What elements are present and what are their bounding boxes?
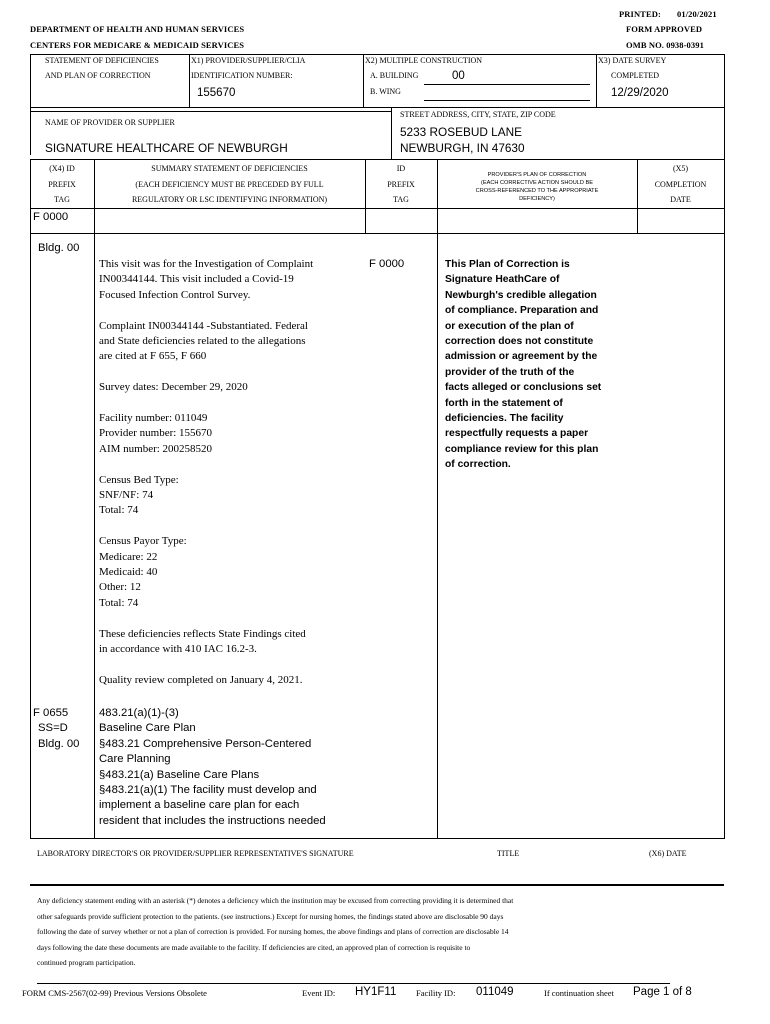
summary-para-complaint: Complaint IN00344144 -Substantiated. Federal and State deficiencies related to the allegations are cited at F 655, F 660 [99,319,308,363]
survey-date-value: 12/29/2020 [611,87,669,99]
x3-label-1: X3) DATE SURVEY [598,56,667,65]
column-header-bottom [30,208,724,209]
page-number: Page 1 of 8 [633,986,692,998]
wing-label: B. WING [370,87,401,96]
bldg-00-second: Bldg. 00 [38,738,80,750]
provider-name-label: NAME OF PROVIDER OR SUPPLIER [45,118,175,127]
summary-para-state-findings: These deficiencies reflects State Findings cited in accordance with 410 IAC 16.2-3. [99,627,306,656]
facility-id-value: 011049 [476,986,514,998]
plan-of-correction-text: This Plan of Correction is Signature HeathCare of Newburgh's credible allegation of compliance. Preparation and or execution of the plan of correction does not constitute admission or agreement by the provider of the truth of the facts alleged or conclusions set forth in the statement of deficiencies. The facility respectfully requests a paper compliance review for this plan of correction. [445,259,602,471]
bldg-00-first: Bldg. 00 [38,242,80,254]
divider-address [391,107,392,159]
form-id: FORM CMS-2567(02-99) Previous Versions Obsolete [22,988,207,998]
statement-label-2: AND PLAN OF CORRECTION [45,71,151,80]
continuation-label: If continuation sheet [544,988,614,998]
x6-date-label: (X6) DATE [649,849,687,858]
summary-para-visit: This visit was for the Investigation of Complaint IN00344144. This visit included a Covid-19 Focused Infection Control Survey. [99,258,314,301]
provider-name-value: SIGNATURE HEALTHCARE OF NEWBURGH [45,141,288,155]
summary-statement [99,257,361,688]
x1-label-2: IDENTIFICATION NUMBER: [191,71,293,80]
summary-header-1: SUMMARY STATEMENT OF DEFICIENCIES [151,164,308,173]
scope-severity: SS=D [38,722,68,734]
building-label: A. BUILDING [370,71,419,80]
content-bottom [30,838,724,839]
f0655-requirement-text: 483.21(a)(1)-(3) Baseline Care Plan §483.21 Comprehensive Person-Centered Care Planning §483.21(a) Baseline Care Plans §483.21(a)(1) The facility must develop and implement a baseline care plan for each resident that includes the instructions needed [99,707,326,827]
centers-title: CENTERS FOR MEDICARE & MEDICAID SERVICES [30,40,245,50]
id-header-3: TAG [393,195,409,204]
wing-underline [424,100,590,101]
printed-date: 01/20/2021 [677,9,717,19]
poc-header-2: (EACH CORRECTIVE ACTION SHOULD BE [481,180,593,186]
poc-header-1: PROVIDER'S PLAN OF CORRECTION [487,172,587,178]
provider-row-top [30,111,391,112]
building-value: 00 [452,70,465,82]
x5-header-3: DATE [670,195,691,204]
x4-header-2: PREFIX [48,180,76,189]
id-tag-f0000: F 0000 [369,258,405,270]
x4-header-3: TAG [54,195,70,204]
summary-para-survey-dates: Survey dates: December 29, 2020 [99,381,248,394]
omb-number: OMB NO. 0938-0391 [626,40,704,50]
summary-para-census-payor: Census Payor Type: Medicare: 22 Medicaid: 40 Other: 12 Total: 74 [99,535,187,609]
poc-header-3: CROSS-REFERENCED TO THE APPROPRIATE [475,188,599,194]
address-label: STREET ADDRESS, CITY, STATE, ZIP CODE [400,110,556,119]
facility-id-label: Facility ID: [416,988,456,998]
top-box-border [30,54,724,55]
title-label: TITLE [497,849,520,858]
x4-header-1: (X4) ID [49,164,75,173]
x3-label-2: COMPLETED [611,71,659,80]
id-header-1: ID [396,164,406,173]
signature-row-bottom [30,884,724,886]
main-right-border [724,159,725,839]
form-approved: FORM APPROVED [626,24,703,34]
provider-id-value: 155670 [197,87,236,99]
divider-col3 [437,159,438,839]
summary-para-facility: Facility number: 011049 Provider number: 155670 AIM number: 200258520 [99,412,213,455]
event-id-value: HY1F11 [355,986,397,998]
plan-of-correction [445,257,635,473]
summary-header-3: REGULATORY OR LSC IDENTIFYING INFORMATION) [131,195,328,204]
disclosure-footnote-text: Any deficiency statement ending with an asterisk (*) denotes a deficiency which the institution may be excused from correcting providing it is determined that other safeguards provide sufficient protection to the patients. (see instructions.) Except for nursing homes, the findings stated above are disclosable 90 days following the date of survey whether or not a plan of correction is provided. For nursing homes, the above findings and plans of correction are disclosable 14 days following the date these documents are made available to the facility. If deficiencies are cited, an approved plan of correction is requisite to continued program participation. [37,896,514,968]
top-row-bottom [30,107,724,108]
id-header-2: PREFIX [387,180,415,189]
provider-row-bottom [30,159,724,160]
first-row-divider [30,233,724,234]
tag-f0655: F 0655 [33,707,69,719]
footnote-rule [37,983,670,984]
disclosure-footnote [37,893,717,971]
f0655-requirement [99,706,365,829]
x2-label: X2) MULTIPLE CONSTRUCTION [365,56,483,65]
event-id-label: Event ID: [302,988,336,998]
printed-label: PRINTED: [619,9,661,19]
x1-label-1: X1) PROVIDER/SUPPLIER/CLIA [191,56,306,65]
address-line-1: 5233 ROSEBUD LANE [400,125,522,139]
frame-left [30,54,31,155]
building-underline [424,84,590,85]
department-title: DEPARTMENT OF HEALTH AND HUMAN SERVICES [30,24,245,34]
address-line-2: NEWBURGH, IN 47630 [400,141,525,155]
x5-header-2: COMPLETION [654,180,707,189]
divider-x1 [189,54,190,107]
signature-label: LABORATORY DIRECTOR'S OR PROVIDER/SUPPLIER REPRESENTATIVE'S SIGNATURE [37,849,354,858]
divider-x2 [363,54,364,107]
summary-para-quality-review: Quality review completed on January 4, 2021. [99,673,303,686]
summary-para-census-bed: Census Bed Type: SNF/NF: 74 Total: 74 [99,473,179,517]
poc-header-4: DEFICIENCY) [519,196,555,202]
statement-label-1: STATEMENT OF DEFICIENCIES [45,56,159,65]
summary-col-left [94,233,95,839]
divider-x3 [596,54,597,107]
x5-header-1: (X5) [672,164,689,173]
summary-header-2: (EACH DEFICIENCY MUST BE PRECEDED BY FULL [135,180,324,189]
tag-f0000: F 0000 [33,211,69,223]
main-left-border [30,159,31,839]
